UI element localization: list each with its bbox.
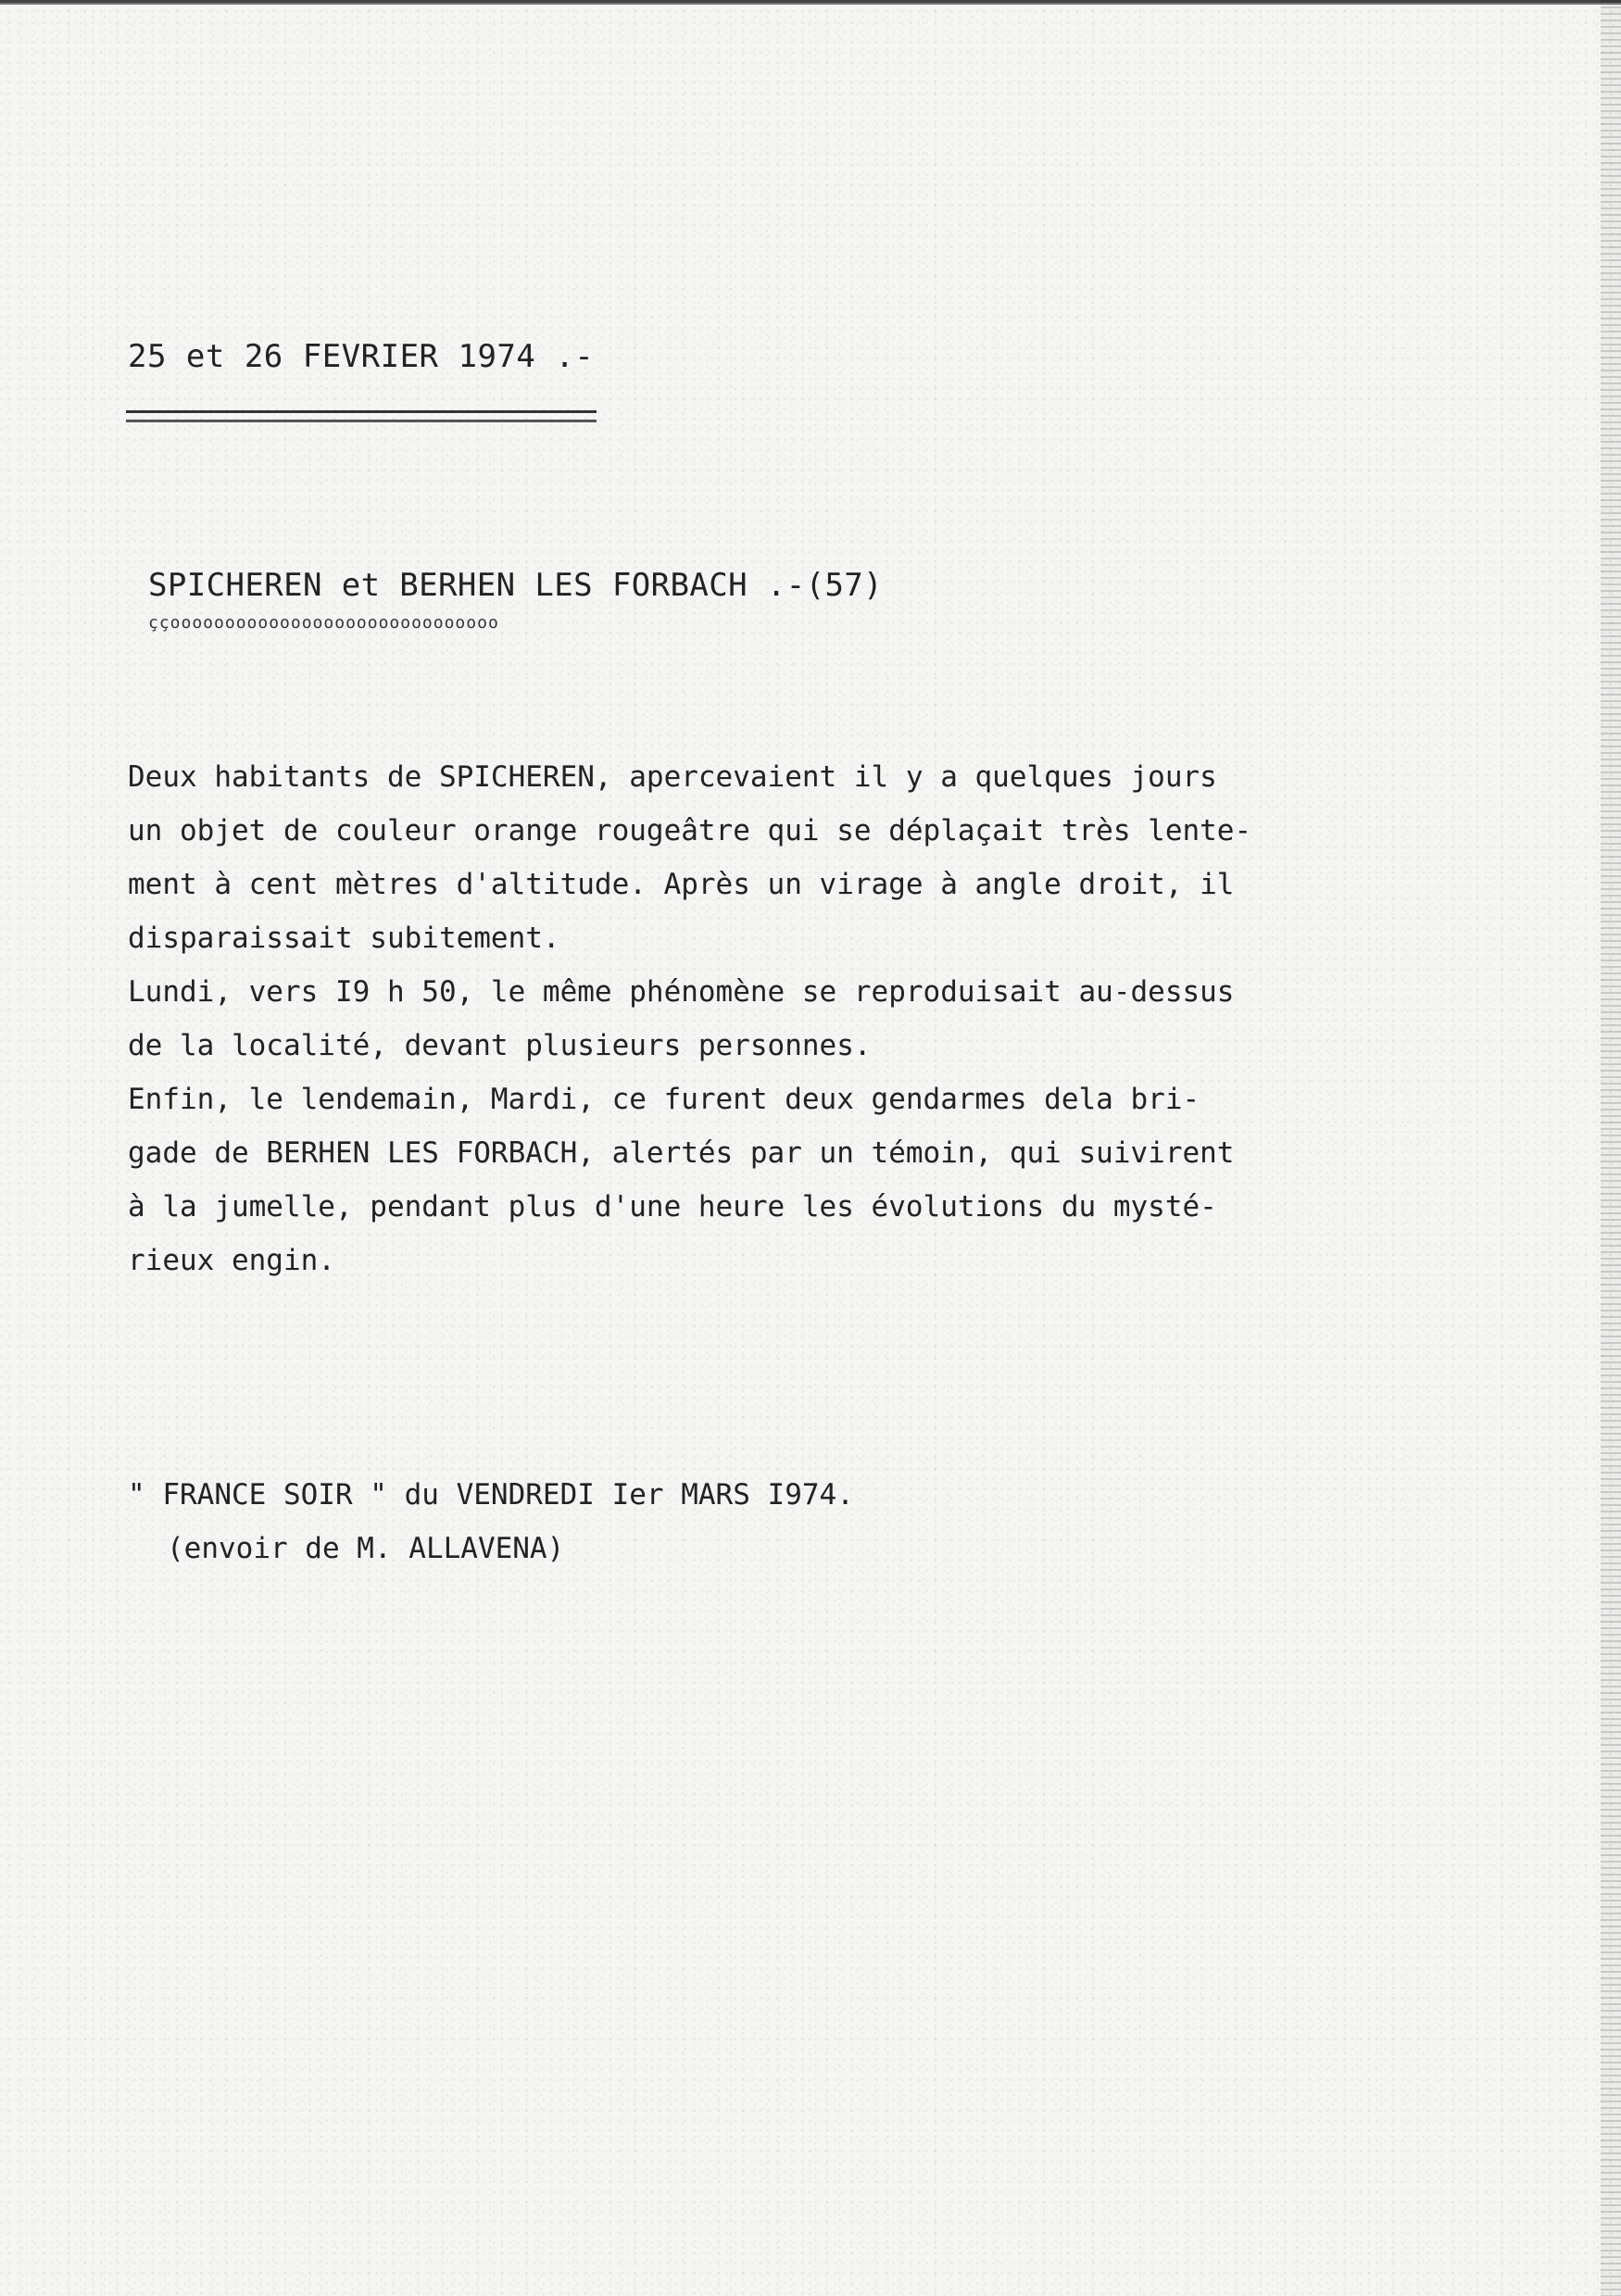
- page-top-edge: [0, 0, 1621, 7]
- newspaper-source: " FRANCE SOIR " du VENDREDI Ier MARS I974.: [128, 1478, 854, 1512]
- page-right-edge: [1601, 0, 1621, 2296]
- article-line: de la localité, devant plusieurs personnes.: [128, 1029, 872, 1062]
- date-heading-underline: [126, 410, 597, 422]
- date-heading: 25 et 26 FEVRIER 1974 .-: [128, 338, 595, 375]
- article-line: gade de BERHEN LES FORBACH, alertés par un témoin, qui suivirent: [128, 1136, 1235, 1170]
- source-citation: [128, 1468, 854, 1575]
- article-line: à la jumelle, pendant plus d'une heure les évolutions du mysté-: [128, 1190, 1217, 1223]
- sender-note: (envoir de M. ALLAVENA): [167, 1532, 565, 1565]
- article-body: [128, 750, 1554, 1287]
- article-line: disparaissait subitement.: [128, 922, 560, 955]
- location-heading: SPICHEREN et BERHEN LES FORBACH .-(57): [148, 567, 884, 604]
- article-line: Deux habitants de SPICHEREN, apercevaient il y a quelques jours: [128, 760, 1217, 794]
- location-heading-underline: ççoooooooooooooooooooooooooooooo: [148, 613, 499, 633]
- article-line: ment à cent mètres d'altitude. Après un virage à angle droit, il: [128, 868, 1235, 901]
- article-line: rieux engin.: [128, 1244, 335, 1277]
- article-line: un objet de couleur orange rougeâtre qui se déplaçait très lente-: [128, 814, 1252, 847]
- article-line: Enfin, le lendemain, Mardi, ce furent deux gendarmes dela bri-: [128, 1083, 1200, 1116]
- article-line: Lundi, vers I9 h 50, le même phénomène se reproduisait au-dessus: [128, 975, 1235, 1009]
